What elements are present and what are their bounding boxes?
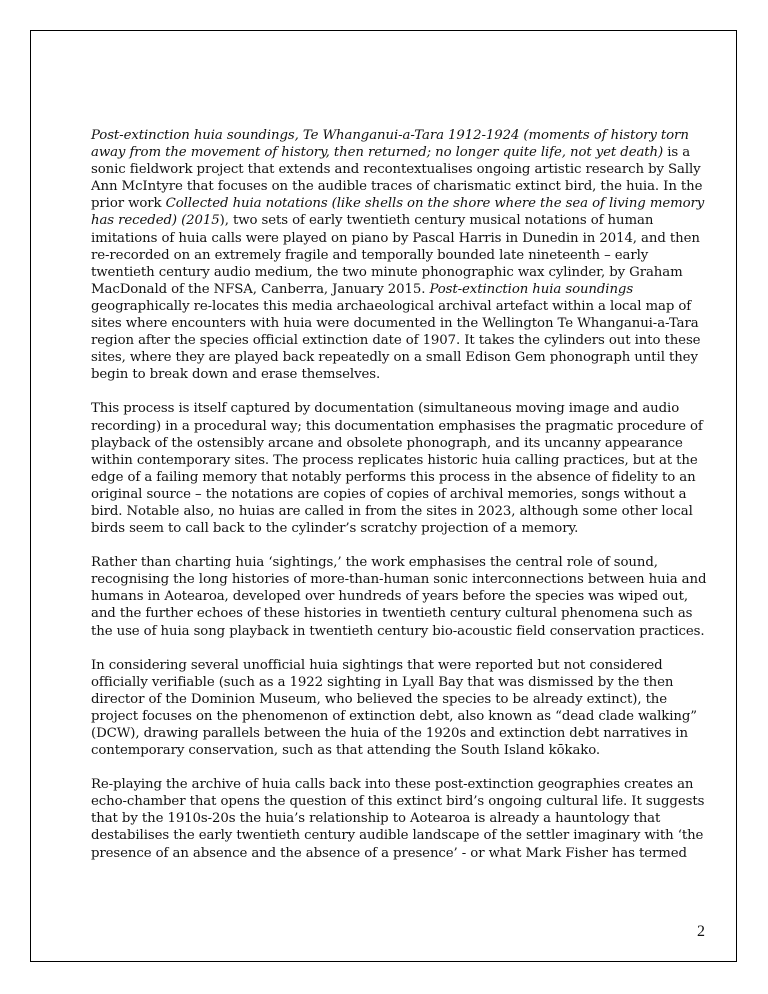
paragraph-3 [91, 554, 711, 639]
text-segment: is a sonic fieldwork project that extends and recontextualises ongoing artistic research by Sally Ann McIntyre that focuses on the audible traces of charismatic extinct bird, the huia. In the prior work [91, 145, 703, 212]
document-page [30, 30, 737, 962]
text-segment: ), two sets of early twentieth century musical notations of human imitations of huia calls were played on piano by Pascal Harris in Dunedin in 2014, and then re-recorded on an extremely fragile and temporally bounded late nineteenth – early twentieth century audio medium, the two minute phonographic wax cylinder, by Graham MacDonald of the NFSA, Canberra, January 2015. [91, 213, 700, 297]
paragraph-4 [91, 657, 711, 760]
text-segment: In considering several unofficial huia sightings that were reported but not considered officially verifiable (such as a 1922 sighting in Lyall Bay that was dismissed by the then director of the Dominion Museum, who believed the species to be already extinct), the project focuses on the phenomenon of extinction debt, also known as “dead clade walking” (DCW), drawing parallels between the huia of the 1920s and extinction debt narratives in contemporary conservation, such as that attending the South Island kōkako. [91, 657, 697, 759]
text-segment: Post-extinction huia soundings [429, 281, 634, 297]
text-segment: geographically re-locates this media archaeological archival artefact within a local map of sites where encounters with huia were documented in the Wellington Te Whanganui-a-Tara region after the species official extinction date of 1907. It takes the cylinders out into these sites, where they are played back repeatedly on a small Edison Gem phonograph until they begin to break down and erase themselves. [91, 298, 701, 383]
text-segment: Collected huia notations (like shells on the shore where the sea of living memory has receded) (2015 [91, 196, 705, 229]
paragraph-5 [91, 776, 711, 861]
text-segment: Re-playing the archive of huia calls back into these post-extinction geographies creates an echo-chamber that opens the question of this extinct bird’s ongoing cultural life. It suggests that by the 1910s-20s the huia’s relationship to Aotearoa is already a hauntology that destabilises the early twentieth century audible landscape of the settler imaginary with ‘the presence of an absence and the absence of a presence’ - or what Mark Fisher has termed [91, 777, 705, 861]
text-segment: Rather than charting huia ‘sightings,’ the work emphasises the central role of sound, recognising the long histories of more-than-human sonic interconnections between huia and humans in Aotearoa, developed over hundreds of years before the species was wiped out, and the further echoes of these histories in twentieth century cultural phenomena such as the use of huia song playback in twentieth century bio-acoustic field conservation practices. [91, 555, 707, 639]
text-segment: This process is itself captured by documentation (simultaneous moving image and audio recording) in a procedural way; this documentation emphasises the pragmatic procedure of playback of the ostensibly arcane and obsolete phonograph, and its uncanny appearance within contemporary sites. The process replicates historic huia calling practices, but at the edge of a failing memory that notably performs this process in the absence of fidelity to an original source – the notations are copies of copies of archival memories, songs without a bird. Notable also, no huias are called in from the sites in 2023, although some other local birds seem to call back to the cylinder’s scratchy projection of a memory. [91, 401, 703, 537]
paragraph-2 [91, 400, 711, 537]
body-text [91, 127, 711, 879]
page-number: 2 [697, 923, 705, 940]
text-segment: Post-extinction huia soundings, Te Whanganui-a-Tara 1912-1924 (moments of history torn away from the movement of history, then returned; no longer quite life, not yet death) [91, 128, 689, 161]
paragraph-1 [91, 127, 711, 383]
